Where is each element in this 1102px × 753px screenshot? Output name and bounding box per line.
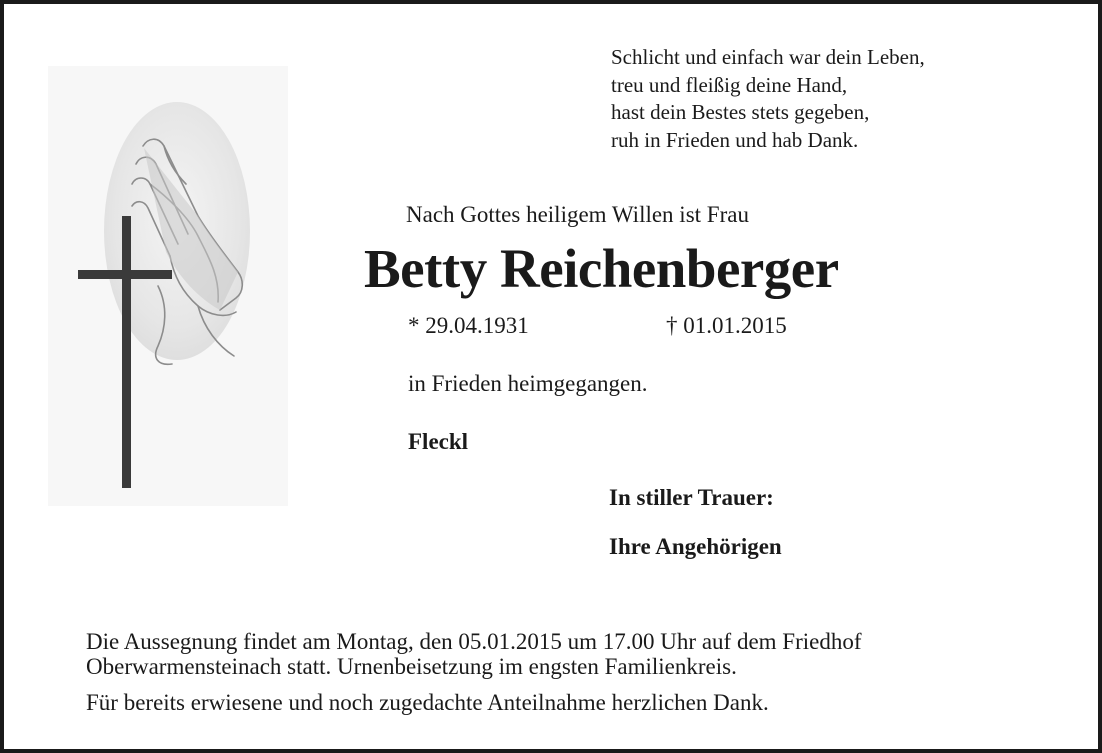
poem-line: ruh in Frieden und hab Dank. <box>611 127 859 152</box>
poem-line: hast dein Bestes stets gegeben, <box>611 100 870 124</box>
funeral-announcement <box>86 629 1046 679</box>
funeral-line: Die Aussegnung findet am Montag, den 05.01.2015 um 17.00 Uhr auf dem Friedhof <box>86 629 862 654</box>
mourning-label: In stiller Trauer: <box>609 485 774 510</box>
death-date: † 01.01.2015 <box>666 313 787 338</box>
deceased-name: Betty Reichenberger <box>364 238 839 299</box>
place-name: Fleckl <box>408 429 469 454</box>
praying-hands-icon <box>48 66 288 506</box>
relatives-signature: Ihre Angehörigen <box>609 534 782 559</box>
memorial-poem <box>611 44 925 154</box>
poem-line: Schlicht und einfach war dein Leben, <box>611 45 925 69</box>
poem-line: treu und fleißig deine Hand, <box>611 72 848 97</box>
intro-text: Nach Gottes heiligem Willen ist Frau <box>406 202 749 227</box>
birth-date: * 29.04.1931 <box>408 313 529 338</box>
funeral-line: Oberwarmensteinach statt. Urnenbeisetzung im engsten Familienkreis. <box>86 654 737 679</box>
praying-hands-cross-graphic <box>48 66 288 506</box>
passed-away-text: in Frieden heimgegangen. <box>408 371 648 396</box>
thanks-text: Für bereits erwiesene und noch zugedachte Anteilnahme herzlichen Dank. <box>86 690 769 715</box>
